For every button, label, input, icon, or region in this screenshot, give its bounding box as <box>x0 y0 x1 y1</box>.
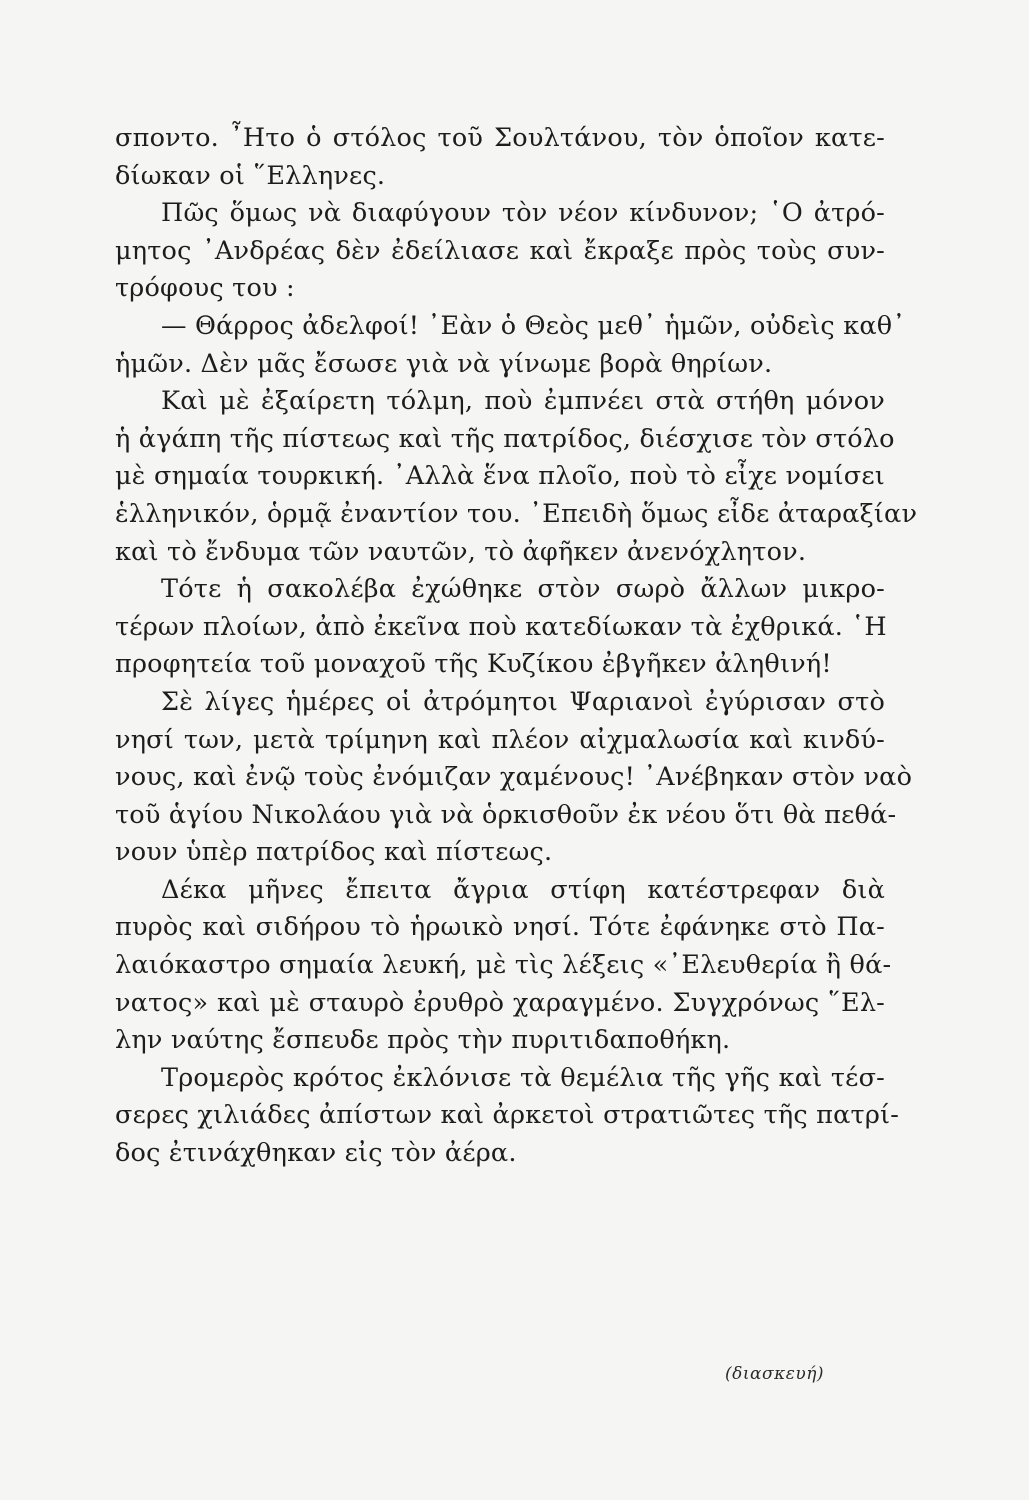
text-line: προφητεία τοῦ μοναχοῦ τῆς Κυζίκου ἐβγῆκεν ἀληθινή! <box>115 649 832 680</box>
text-line: Πῶς ὅμως νὰ διαφύγουν τὸν νέον κίνδυνον; ῾Ο ἀτρό- <box>161 198 885 229</box>
text-line: Καὶ μὲ ἐξαίρετη τόλμη, ποὺ ἐμπνέει στὰ στήθη μόνον <box>161 386 885 417</box>
text-line: Τρομερὸς κρότος ἐκλόνισε τὰ θεμέλια τῆς γῆς καὶ τέσ- <box>161 1062 885 1093</box>
text-line: Σὲ λίγες ἡμέρες οἱ ἀτρόμητοι Ψαριανοὶ ἐγύρισαν στὸ <box>161 686 885 717</box>
text-line: σερες χιλιάδες ἀπίστων καὶ ἀρκετοὶ στρατιῶτες τῆς πατρί- <box>115 1100 900 1131</box>
paragraph <box>115 571 885 684</box>
text-line: Τότε ἡ σακολέβα ἐχώθηκε στὸν σωρὸ ἄλλων μικρο- <box>161 574 885 605</box>
text-line: — Θάρρος ἀδελφοί! ᾿Εὰν ὁ Θεὸς μεθ᾿ ἡμῶν, οὐδεὶς καθ᾿ <box>161 310 906 341</box>
body-text <box>115 120 918 1173</box>
text-line: λαιόκαστρο σημαία λευκή, μὲ τὶς λέξεις «᾿Ελευθερία ἢ θά- <box>115 950 892 981</box>
text-line: Δέκα μῆνες ἔπειτα ἄγρια στίφη κατέστρεφαν διὰ <box>161 874 885 905</box>
paragraph <box>115 383 918 571</box>
text-line: πυρὸς καὶ σιδήρου τὸ ἡρωικὸ νησί. Τότε ἐφάνηκε στὸ Πα- <box>115 912 885 943</box>
paragraph <box>115 684 913 872</box>
text-line: σποντο. ῏Ητο ὁ στόλος τοῦ Σουλτάνου, τὸν ὁποῖον κατε- <box>115 123 885 153</box>
paragraph <box>115 120 885 195</box>
text-line: λην ναύτης ἔσπευδε πρὸς τὴν πυριτιδαποθήκη. <box>115 1025 731 1056</box>
text-line: δος ἐτινάχθηκαν εἰς τὸν ἀέρα. <box>115 1138 517 1169</box>
text-line: μὲ σημαία τουρκική. ᾿Αλλὰ ἕνα πλοῖο, ποὺ τὸ εἶχε νομίσει <box>115 461 885 492</box>
text-line: νησί των, μετὰ τρίμηνη καὶ πλέον αἰχμαλωσία καὶ κινδύ- <box>115 724 885 755</box>
paragraph <box>115 308 906 383</box>
text-line: νους, καὶ ἐνῷ τοὺς ἐνόμιζαν χαμένους! ᾿Ανέβηκαν στὸν ναὸ <box>115 762 913 793</box>
text-line: μητος ᾿Ανδρέας δὲν ἐδείλιασε καὶ ἔκραξε πρὸς τοὺς συν- <box>115 235 885 266</box>
attribution-note: (διασκευή) <box>725 1364 825 1384</box>
text-line: νουν ὑπὲρ πατρίδος καὶ πίστεως. <box>115 837 553 868</box>
paragraph <box>115 872 892 1060</box>
text-line: νατος» καὶ μὲ σταυρὸ ἐρυθρὸ χαραγμένο. Συγχρόνως ῞Ελ- <box>115 987 885 1018</box>
paragraph <box>115 195 885 308</box>
text-line: τοῦ ἁγίου Νικολάου γιὰ νὰ ὁρκισθοῦν ἐκ νέου ὅτι θὰ πεθά- <box>115 799 897 830</box>
text-line: καὶ τὸ ἔνδυμα τῶν ναυτῶν, τὸ ἀφῆκεν ἀνενόχλητον. <box>115 536 807 567</box>
text-line: ἡ ἀγάπη τῆς πίστεως καὶ τῆς πατρίδος, διέσχισε τὸν στόλο <box>115 423 895 454</box>
paragraph <box>115 1060 900 1173</box>
text-line: τρόφους του : <box>115 273 295 304</box>
text-line: ἑλληνικόν, ὁρμᾷ ἐναντίον του. ᾿Επειδὴ ὅμως εἶδε ἀταραξίαν <box>115 498 918 529</box>
text-line: τέρων πλοίων, ἀπὸ ἐκεῖνα ποὺ κατεδίωκαν τὰ ἐχθρικά. ῾Η <box>115 611 887 642</box>
text-line: δίωκαν οἱ ῞Ελληνες. <box>115 160 386 191</box>
text-line: ἡμῶν. Δὲν μᾶς ἔσωσε γιὰ νὰ γίνωμε βορὰ θηρίων. <box>115 348 773 379</box>
